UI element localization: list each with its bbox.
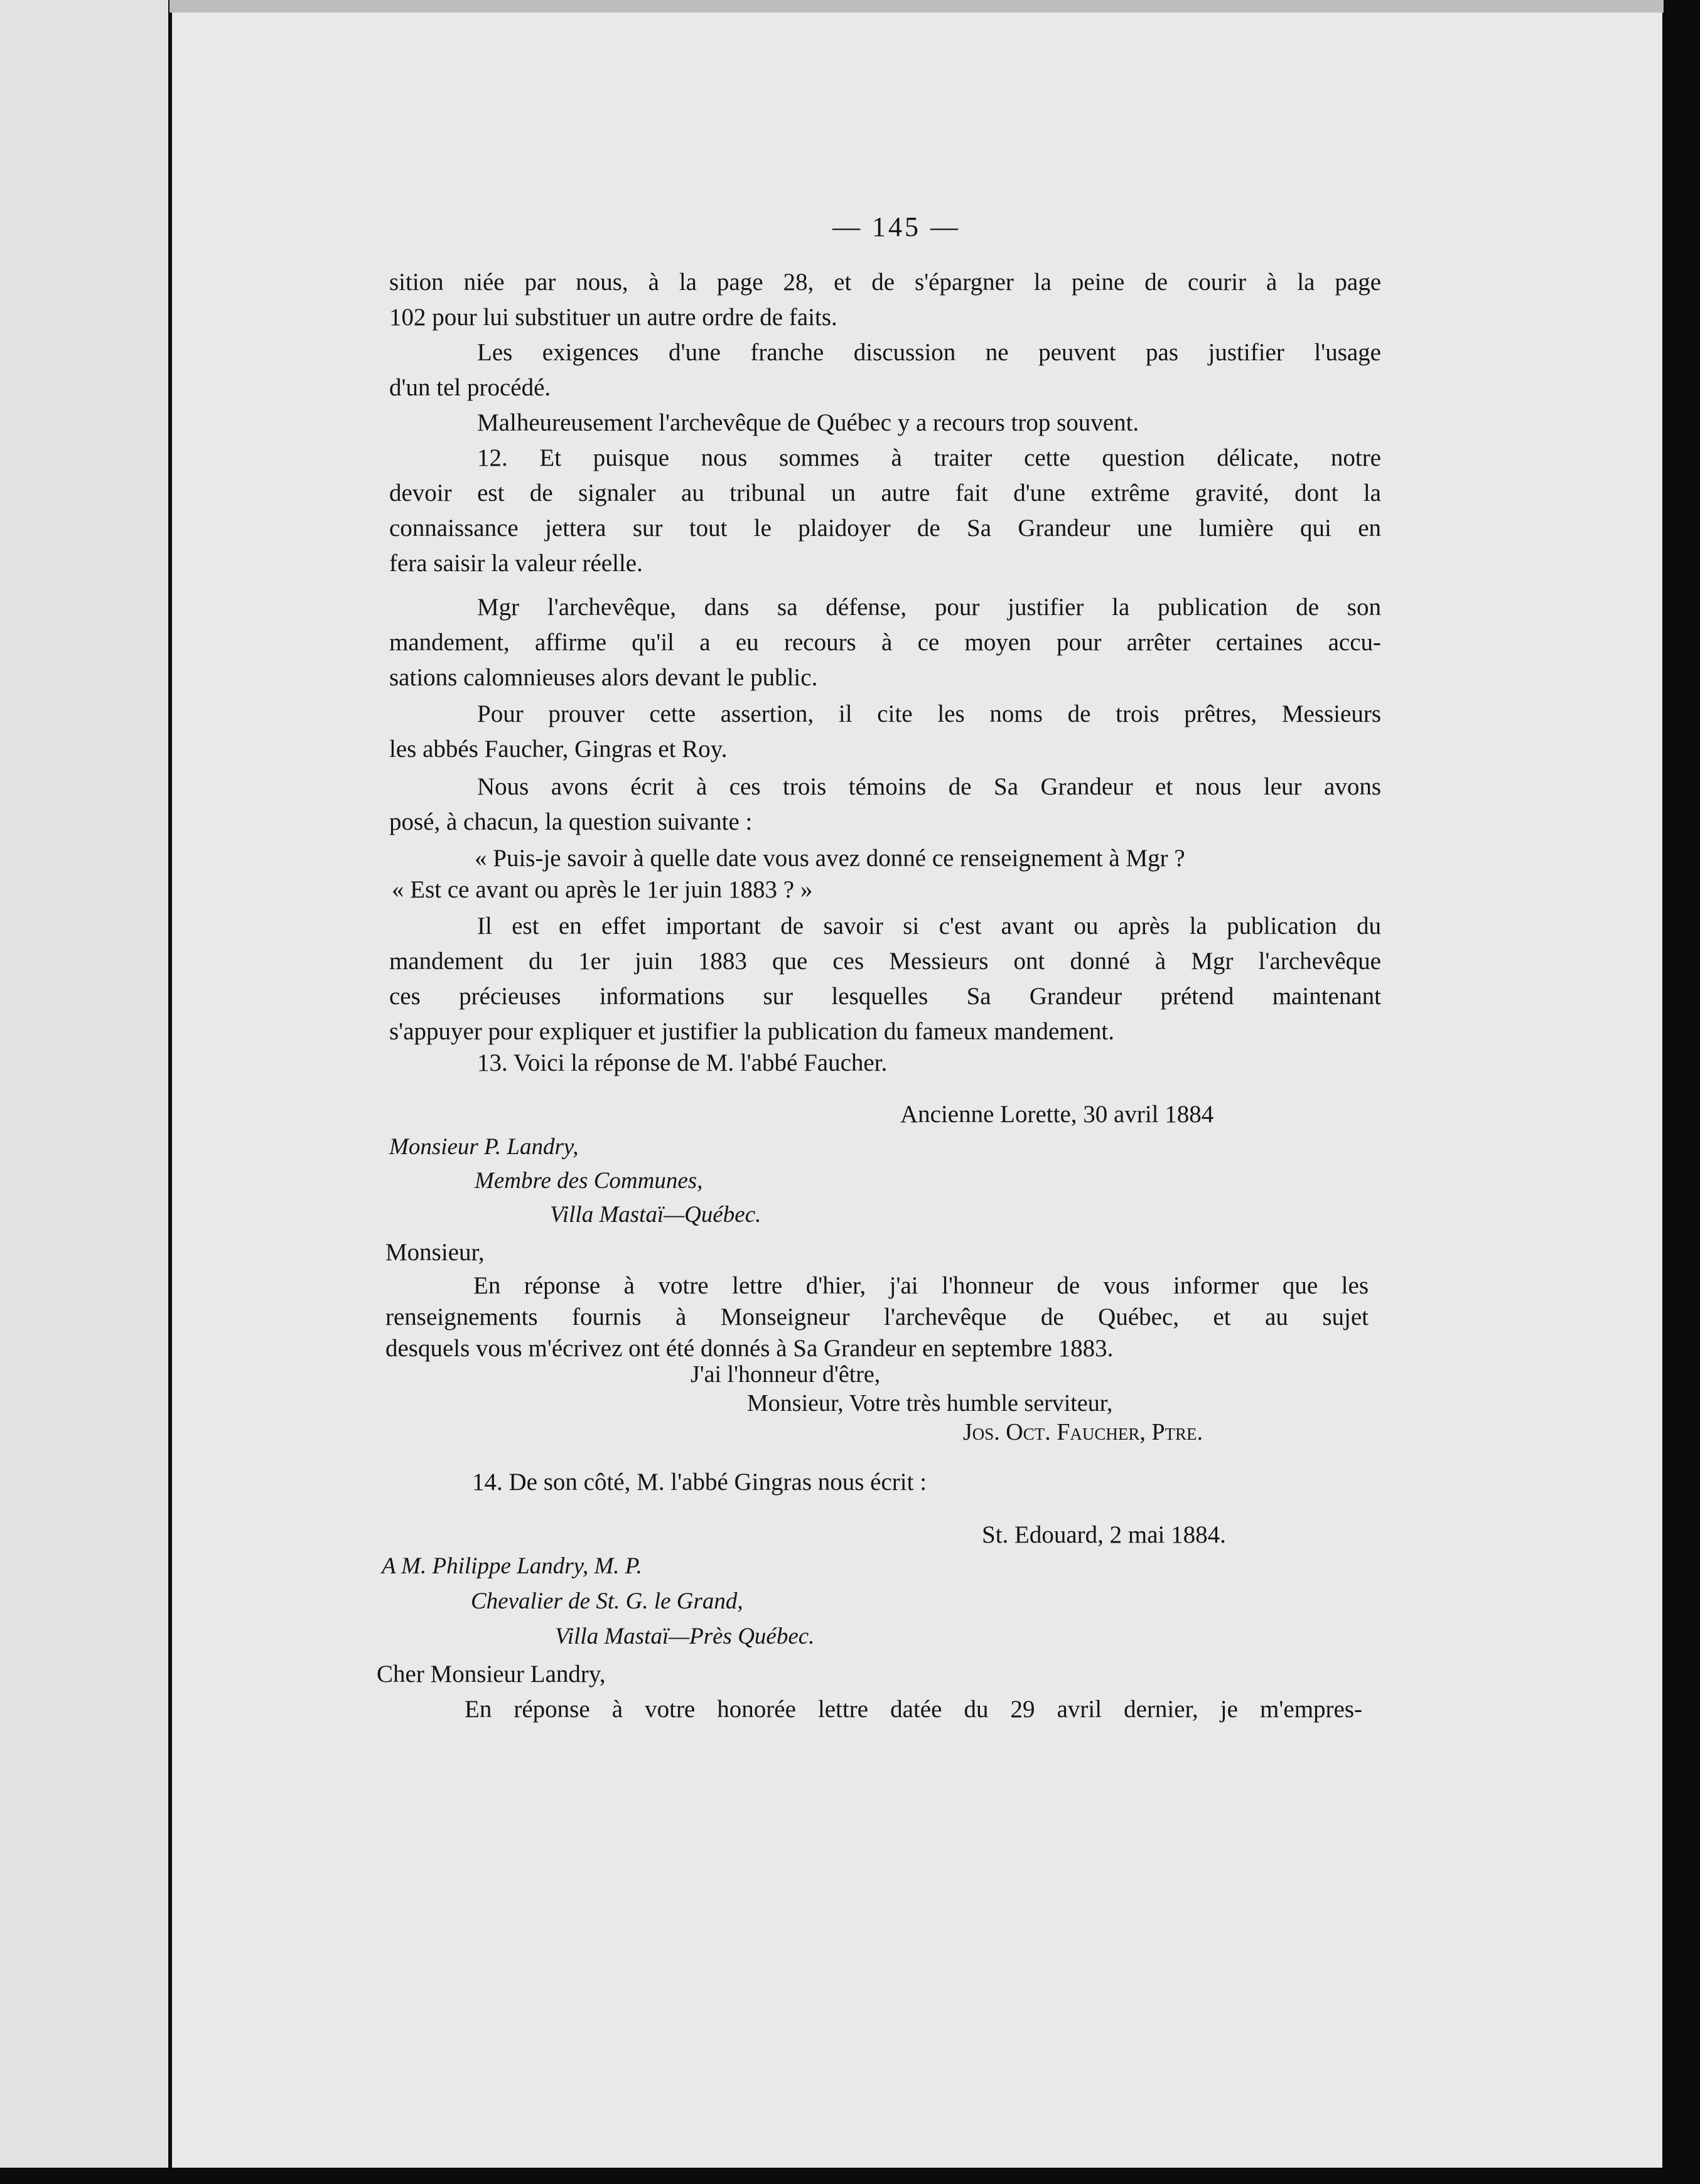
text-line: devoir est de signaler au tribunal un autre fait d'une extrême gravité, dont la	[389, 479, 1381, 506]
letter-signature: Jos. Oct. Faucher, Ptre.	[963, 1419, 1203, 1445]
letter-addressee-line: Villa Mastaï—Québec.	[550, 1202, 761, 1228]
text-line: mandement, affirme qu'il a eu recours à ce moyen pour arrêter certaines accu-	[389, 629, 1381, 656]
letter-salutation: Cher Monsieur Landry,	[377, 1661, 606, 1688]
letter-place-date: Ancienne Lorette, 30 avril 1884	[900, 1101, 1214, 1128]
paragraph	[389, 441, 1381, 581]
paragraph	[389, 769, 1381, 840]
text-line: sition niée par nous, à la page 28, et de s'épargner la peine de courir à la page	[389, 269, 1381, 296]
quote-line: « Puis-je savoir à quelle date vous avez donné ce renseignement à Mgr ?	[475, 845, 1185, 872]
paragraph	[389, 335, 1381, 405]
section-13: 13. Voici la réponse de M. l'abbé Faucher.	[477, 1049, 888, 1076]
letter-addressee-line: Villa Mastaï—Près Québec.	[555, 1624, 815, 1649]
paragraph	[389, 909, 1381, 1049]
paragraph	[389, 697, 1381, 767]
text-line: d'un tel procédé.	[389, 374, 551, 401]
letter-addressee-line: Monsieur P. Landry,	[389, 1134, 579, 1160]
text-line: Nous avons écrit à ces trois témoins de Sa Grandeur et nous leur avons	[477, 773, 1381, 800]
paragraph	[389, 405, 1381, 441]
bottom-scan-edge	[0, 2168, 1700, 2184]
text-line: s'appuyer pour expliquer et justifier la publication du fameux mandement.	[389, 1018, 1115, 1045]
text-line: 12. Et puisque nous sommes à traiter cette question délicate, notre	[477, 444, 1381, 471]
text-line: En réponse à votre honorée lettre datée du 29 avril dernier, je m'empres-	[465, 1696, 1362, 1723]
top-scan-edge	[169, 0, 1664, 13]
text-line: Les exigences d'une franche discussion ne peuvent pas justifier l'usage	[477, 339, 1381, 366]
text-line: les abbés Faucher, Gingras et Roy.	[389, 736, 728, 763]
letter-addressee-line: A M. Philippe Landry, M. P.	[382, 1553, 642, 1579]
text-line: 102 pour lui substituer un autre ordre de faits.	[389, 304, 837, 331]
text-line: renseignements fournis à Monseigneur l'archevêque de Québec, et au sujet	[385, 1303, 1369, 1330]
text-line: connaissance jettera sur tout le plaidoyer de Sa Grandeur une lumière qui en	[389, 515, 1381, 542]
letter-salutation: Monsieur,	[385, 1239, 485, 1266]
text-line: Mgr l'archevêque, dans sa défense, pour justifier la publication de son	[477, 594, 1381, 621]
text-line: Malheureusement l'archevêque de Québec y a recours trop souvent.	[477, 409, 1139, 436]
letter-closing: Monsieur, Votre très humble serviteur,	[747, 1390, 1113, 1416]
binding-edge-line	[168, 0, 172, 2184]
text-line: Pour prouver cette assertion, il cite les noms de trois prêtres, Messieurs	[477, 700, 1381, 727]
paragraph	[389, 590, 1381, 695]
letter-addressee-line: Chevalier de St. G. le Grand,	[471, 1588, 743, 1614]
letter-body	[377, 1692, 1362, 1727]
text-line: posé, à chacun, la question suivante :	[389, 808, 753, 835]
left-page-margin	[0, 0, 168, 2184]
text-line: sations calomnieuses alors devant le public.	[389, 664, 818, 691]
letter-closing: J'ai l'honneur d'être,	[691, 1361, 881, 1388]
paragraph	[389, 265, 1381, 335]
quote-line: « Est ce avant ou après le 1er juin 1883 ? »	[392, 876, 813, 903]
text-line: ces précieuses informations sur lesquelles Sa Grandeur prétend maintenant	[389, 983, 1381, 1010]
text-line: En réponse à votre lettre d'hier, j'ai l'honneur de vous informer que les	[473, 1272, 1369, 1299]
letter-addressee-line: Membre des Communes,	[475, 1168, 703, 1194]
text-line: mandement du 1er juin 1883 que ces Messieurs ont donné à Mgr l'archevêque	[389, 948, 1381, 975]
page-number: — 145 —	[832, 211, 960, 242]
letter-place-date: St. Edouard, 2 mai 1884.	[982, 1521, 1226, 1548]
letter-body	[385, 1270, 1369, 1364]
text-line: desquels vous m'écrivez ont été donnés à Sa Grandeur en septembre 1883.	[385, 1335, 1114, 1362]
text-line: fera saisir la valeur réelle.	[389, 550, 643, 577]
right-scan-edge	[1662, 0, 1700, 2184]
section-14: 14. De son côté, M. l'abbé Gingras nous écrit :	[472, 1469, 927, 1496]
text-line: Il est en effet important de savoir si c'est avant ou après la publication du	[477, 913, 1381, 939]
